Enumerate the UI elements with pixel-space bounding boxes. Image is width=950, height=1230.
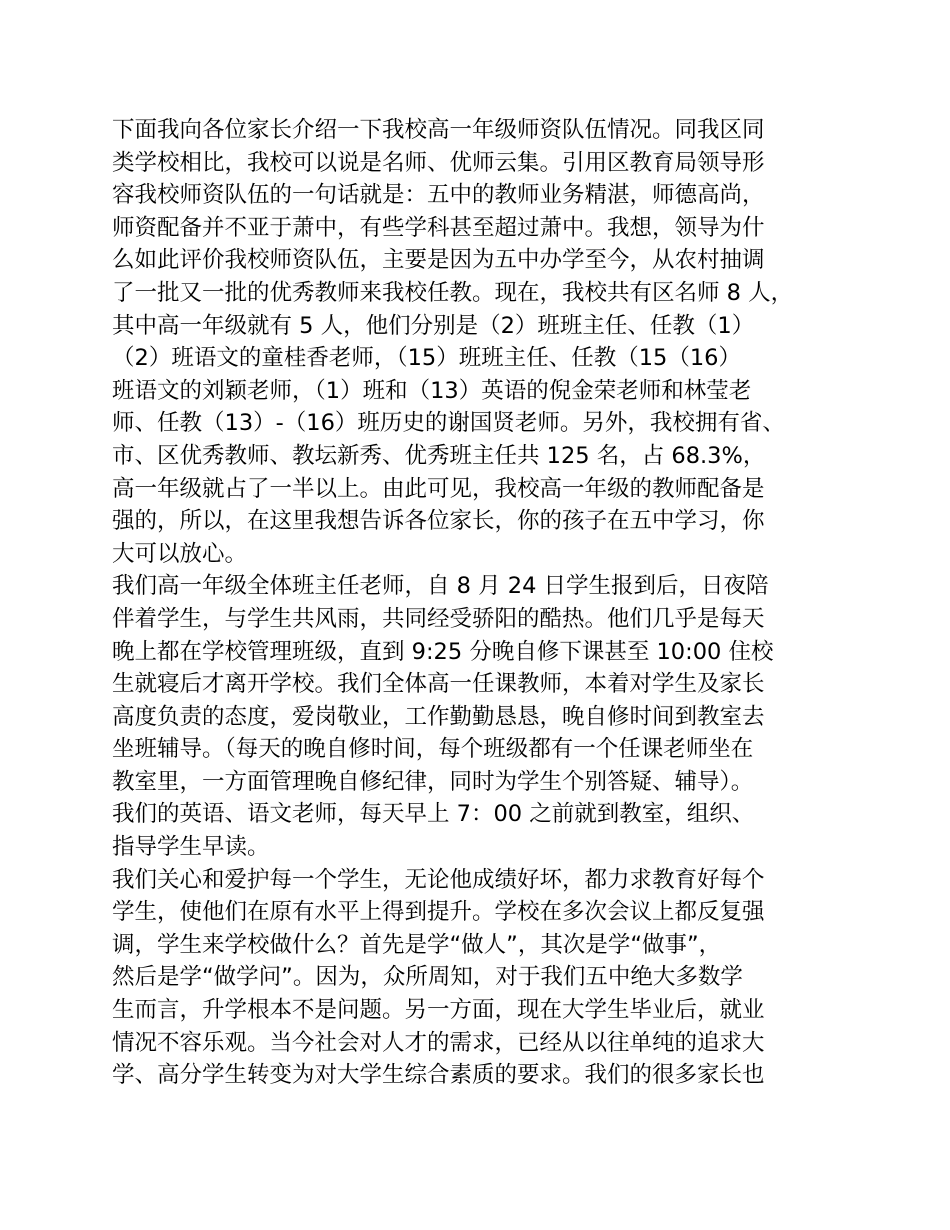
text-line: 师资配备并不亚于萧中，有些学科甚至超过萧中。我想，领导为什 [112,214,765,241]
text-line: 么如此评价我校师资队伍，主要是因为五中办学至今，从农村抽调 [112,247,765,274]
paragraph-homeroom-teachers [112,570,857,863]
text-line: 班语文的刘颖老师，（1）班和（13）英语的倪金荣老师和林莹老 [112,377,752,404]
text-line: 调，学生来学校做什么？首先是学“做人”，其次是学“做事”， [112,931,722,958]
text-line: 类学校相比，我校可以说是名师、优师云集。引用区教育局领导形 [112,149,765,176]
text-line: （2）班语文的童桂香老师，（15）班班主任、任教（15（16） [112,345,741,372]
text-line: 坐班辅导。（每天的晚自修时间，每个班级都有一个任课老师坐在 [112,736,754,763]
paragraph-student-care [112,864,857,1092]
text-line: 下面我向各位家长介绍一下我校高一年级师资队伍情况。同我区同 [112,117,765,143]
document-page [112,114,857,1092]
text-line: 情况不容乐观。当今社会对人才的需求，已经从以往单纯的追求大 [112,1029,765,1056]
text-line: 我们的英语、语文老师，每天早上 7：00 之前就到教室，组织、 [112,801,755,828]
text-line: 我们关心和爱护每一个学生，无论他成绩好坏，都力求教育好每个 [112,866,765,893]
text-line: 师、任教（13）-（16）班历史的谢国贤老师。另外，我校拥有省、 [112,410,785,437]
text-line: 生就寝后才离开学校。我们全体高一任课教师，本着对学生及家长 [112,671,765,698]
text-line: 学生，使他们在原有水平上得到提升。学校在多次会议上都反复强 [112,899,765,926]
paragraph-teaching-staff [112,114,857,570]
text-line: 其中高一年级就有 5 人，他们分别是（2）班班主任、任教（1） [112,312,755,339]
text-line: 生而言，升学根本不是问题。另一方面，现在大学生毕业后，就业 [112,997,765,1024]
text-line: 晚上都在学校管理班级，直到 9:25 分晚自修下课甚至 10:00 住校 [112,638,774,665]
text-line: 伴着学生，与学生共风雨，共同经受骄阳的酷热。他们几乎是每天 [112,605,765,632]
text-line: 容我校师资队伍的一句话就是：五中的教师业务精湛，师德高尚， [112,182,765,209]
text-line: 大可以放心。 [112,540,248,567]
text-line: 然后是学“做学问”。因为，众所周知，对于我们五中绝大多数学 [112,964,743,991]
text-line: 我们高一年级全体班主任老师，自 8 月 24 日学生报到后，日夜陪 [112,573,769,600]
text-line: 学、高分学生转变为对大学生综合素质的要求。我们的很多家长也 [112,1062,765,1089]
text-line: 强的，所以，在这里我想告诉各位家长，你的孩子在五中学习，你 [112,508,765,535]
text-line: 教室里，一方面管理晚自修纪律，同时为学生个别答疑、辅导）。 [112,768,754,795]
text-line: 了一批又一批的优秀教师来我校任教。现在，我校共有区名师 8 人， [112,279,794,306]
text-line: 市、区优秀教师、教坛新秀、优秀班主任共 125 名，占 68.3%， [112,442,766,469]
text-line: 指导学生早读。 [112,834,270,861]
text-line: 高度负责的态度，爱岗敬业，工作勤勤恳恳，晚自修时间到教室去 [112,703,765,730]
text-line: 高一年级就占了一半以上。由此可见，我校高一年级的教师配备是 [112,475,765,502]
